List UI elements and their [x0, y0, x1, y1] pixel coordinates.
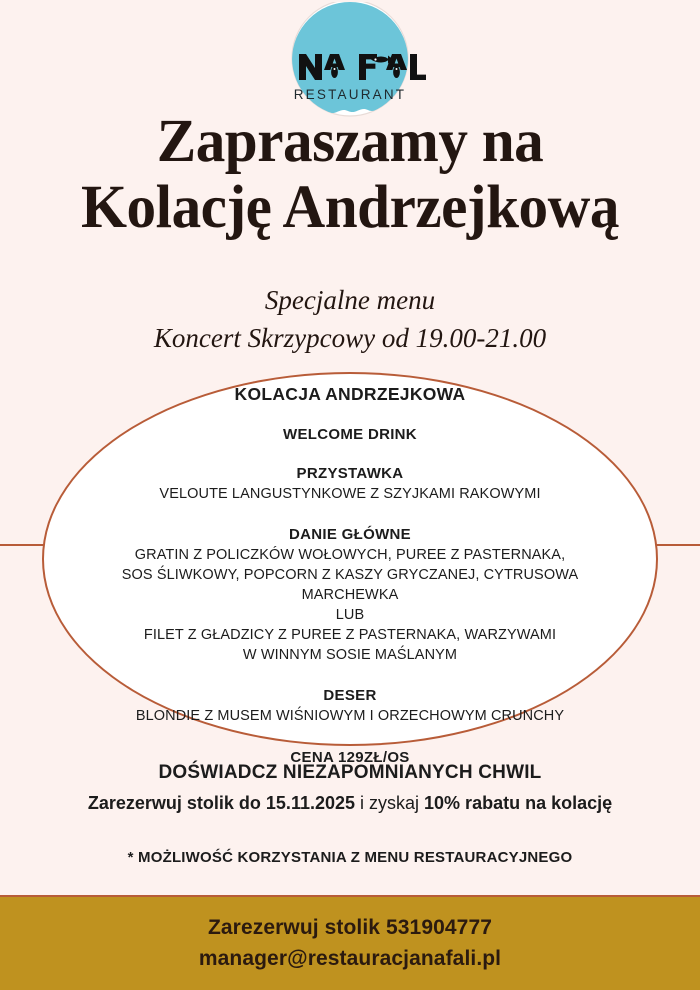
course-line: W WINNYM SOSIE MAŚLANYM: [242, 647, 458, 663]
cta-offer-regular: i zyskaj: [355, 793, 425, 813]
headline-line-2: Kolację Andrzejkową: [80, 173, 620, 241]
course-line: FILET Z GŁADZICY Z PUREE Z PASTERNAKA, WARZYWAMI: [143, 627, 557, 643]
cta-headline: DOŚWIADCZ NIEZAPOMNIANYCH CHWIL: [158, 762, 542, 783]
cta-offer-bold-b: 10% rabatu na kolację: [424, 793, 613, 813]
course-heading-deser: DESER: [323, 687, 377, 704]
course-line: VELOUTE LANGUSTYNKOWE Z SZYJKAMI RAKOWYMI: [159, 486, 541, 502]
footer-email[interactable]: manager@restauracjanafali.pl: [198, 946, 502, 970]
cta-offer: [0, 793, 700, 814]
subtitle-line-1: Specjalne menu: [264, 285, 436, 315]
logo-subtitle-text: RESTAURANT: [293, 87, 407, 102]
course-heading-danie-glowne: DANIE GŁÓWNE: [289, 526, 411, 543]
subtitle-line-2: Koncert Skrzypcowy od 19.00-21.00: [153, 323, 547, 354]
course-line-lub: LUB: [335, 607, 365, 623]
headline-line-1: Zapraszamy na: [156, 108, 544, 175]
cta-footnote: * MOŻLIWOŚĆ KORZYSTANIA Z MENU RESTAURACYJNEGO: [127, 849, 573, 866]
course-line: GRATIN Z POLICZKÓW WOŁOWYCH, PUREE Z PASTERNAKA,: [134, 547, 566, 563]
call-to-action: [0, 762, 700, 866]
poster-subtitle: [0, 283, 700, 356]
poster-headline: [0, 108, 700, 241]
course-line: SOS ŚLIWKOWY, POPCORN Z KASZY GRYCZANEJ, CYTRUSOWA: [121, 567, 579, 583]
menu-panel: [50, 380, 650, 766]
course-line: MARCHEWKA: [301, 587, 399, 603]
footer-phone[interactable]: Zarezerwuj stolik 531904777: [207, 916, 493, 940]
cta-offer-bold-a: Zarezerwuj stolik do 15.11.2025: [87, 793, 356, 813]
contact-footer: [0, 895, 700, 990]
menu-welcome-drink: WELCOME DRINK: [283, 426, 417, 443]
course-line: BLONDIE Z MUSEM WIŚNIOWYM I ORZECHOWYM CRUNCHY: [135, 708, 565, 724]
course-heading-przystawka: PRZYSTAWKA: [296, 465, 404, 482]
menu-price: CENA 129ZŁ/OS: [290, 749, 410, 766]
menu-title: KOLACJA ANDRZEJKOWA: [234, 384, 466, 404]
